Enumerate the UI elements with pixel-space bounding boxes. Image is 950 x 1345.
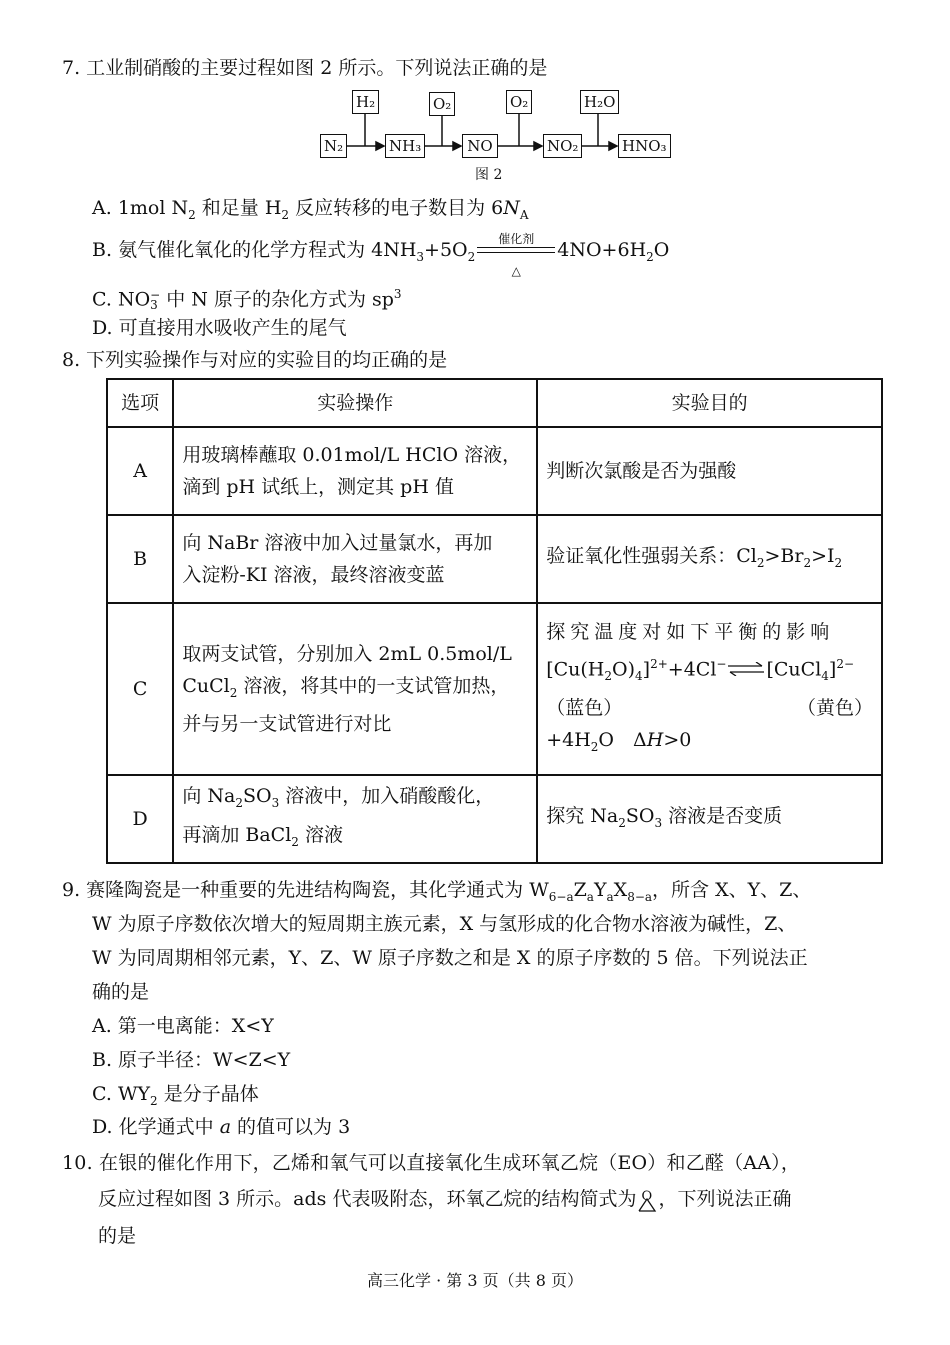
q7-option-c: C. NO − 3 中 N 原子的杂化方式为 $sp^3$ xyxy=(92,287,402,313)
q9-option-b: B. 原子半径：W<Z<Y xyxy=(92,1049,291,1071)
experiment-table xyxy=(106,378,883,864)
o2-reagent-box-2: O₂ xyxy=(506,90,532,114)
no2-box: NO₂ xyxy=(543,134,582,158)
o2-reagent-box-1: O₂ xyxy=(429,92,455,116)
q9-option-d: D. 化学通式中 a 的值可以为 3 xyxy=(92,1116,351,1138)
h2-reagent-box: H₂ xyxy=(352,90,379,114)
h2o-reagent-box: H₂O xyxy=(580,90,619,114)
table-row: D 向 $Na_2SO_3$ 溶液中，加入硝酸酸化， 再滴加 BaCl$_2$ 溶液 探究 $Na_2SO_3$ 溶液是否变质 xyxy=(107,775,882,863)
q9-stem-line-4: 确的是 xyxy=(92,981,150,1003)
q9-stem-line-2: W 为原子序数依次增大的短周期主族元素，X 与氢形成的化合物水溶液为碱性，Z、 xyxy=(92,913,797,935)
header-purpose: 实验目的 xyxy=(537,379,882,427)
q8-stem: 8. 下列实验操作与对应的实验目的均正确的是 xyxy=(62,349,448,371)
epoxide-structure: O xyxy=(636,1187,658,1213)
equilibrium-arrow xyxy=(726,654,766,686)
q7-option-a: A. 1mol $N_2$ 和足量 $H_2$ 反应转移的电子数目为 $6N_A$ xyxy=(92,197,529,222)
q10-stem-line-2: 反应过程如图 3 所示。ads 代表吸附态，环氧乙烷的结构简式为 O ，下列说法正确 xyxy=(98,1185,791,1213)
header-operation: 实验操作 xyxy=(173,379,537,427)
hno3-box: HNO₃ xyxy=(618,134,671,158)
q7-stem: 7. 工业制硝酸的主要过程如图 2 所示。下列说法正确的是 xyxy=(62,57,548,79)
catalyst-condition-arrow: 催化剂 △ xyxy=(477,241,555,261)
table-header-row xyxy=(107,379,882,427)
no-box: NO xyxy=(462,134,498,158)
n2-box: N₂ xyxy=(320,134,347,158)
figure-2 xyxy=(300,86,700,186)
nh3-box: NH₃ xyxy=(385,134,425,158)
q7-option-b: B. 氨气催化氧化的化学方程式为 $4NH_3+5O_2$ 催化剂 △ $4NO+6H_2O$ xyxy=(92,232,670,278)
q7-option-d: D. 可直接用水吸收产生的尾气 xyxy=(92,317,347,339)
table-row: B 向 NaBr 溶液中加入过量氯水，再加 入淀粉-KI 溶液，最终溶液变蓝 验证氧化性强弱关系：$Cl_2>Br_2>I_2$ xyxy=(107,515,882,603)
table-row: A 用玻璃棒蘸取 0.01mol/L HClO 溶液， 滴到 pH 试纸上，测定其 pH 值 判断次氯酸是否为强酸 xyxy=(107,427,882,515)
q9-stem-line-3: W 为同周期相邻元素，Y、Z、W 原子序数之和是 X 的原子序数的 5 倍。下列说法正 xyxy=(92,947,808,969)
figure-2-caption: 图 2 xyxy=(475,167,503,183)
q9-option-a: A. 第一电离能：X<Y xyxy=(92,1015,274,1037)
header-option: 选项 xyxy=(107,379,173,427)
q10-stem-line-3: 的是 xyxy=(98,1225,137,1247)
q9-option-c: C. $WY_2$ 是分子晶体 xyxy=(92,1083,259,1108)
q10-stem-line-1: 10. 在银的催化作用下，乙烯和氧气可以直接氧化生成环氧乙烷（EO）和乙醛（AA）， xyxy=(62,1152,801,1174)
page-footer: 高三化学 · 第 3 页（共 8 页） xyxy=(367,1271,583,1290)
table-row: C 取两支试管，分别加入 2mL 0.5mol/L CuCl$_2$ 溶液，将其中的一支试管加热， 并与另一支试管进行对比 探究温度对如下平衡的影响 $[Cu(H_2O)_4]^{2+}+4Cl^-$ [CuCl$_4$]$^{2-}$ （蓝色） （黄色） $+4H_2O$ ΔH>0 xyxy=(107,603,882,775)
q9-stem-line-1: 9. 赛隆陶瓷是一种重要的先进结构陶瓷，其化学通式为 $W_{6-a}Z_aY_aX_{8-a}$，所含 X、Y、Z、 xyxy=(62,879,812,904)
